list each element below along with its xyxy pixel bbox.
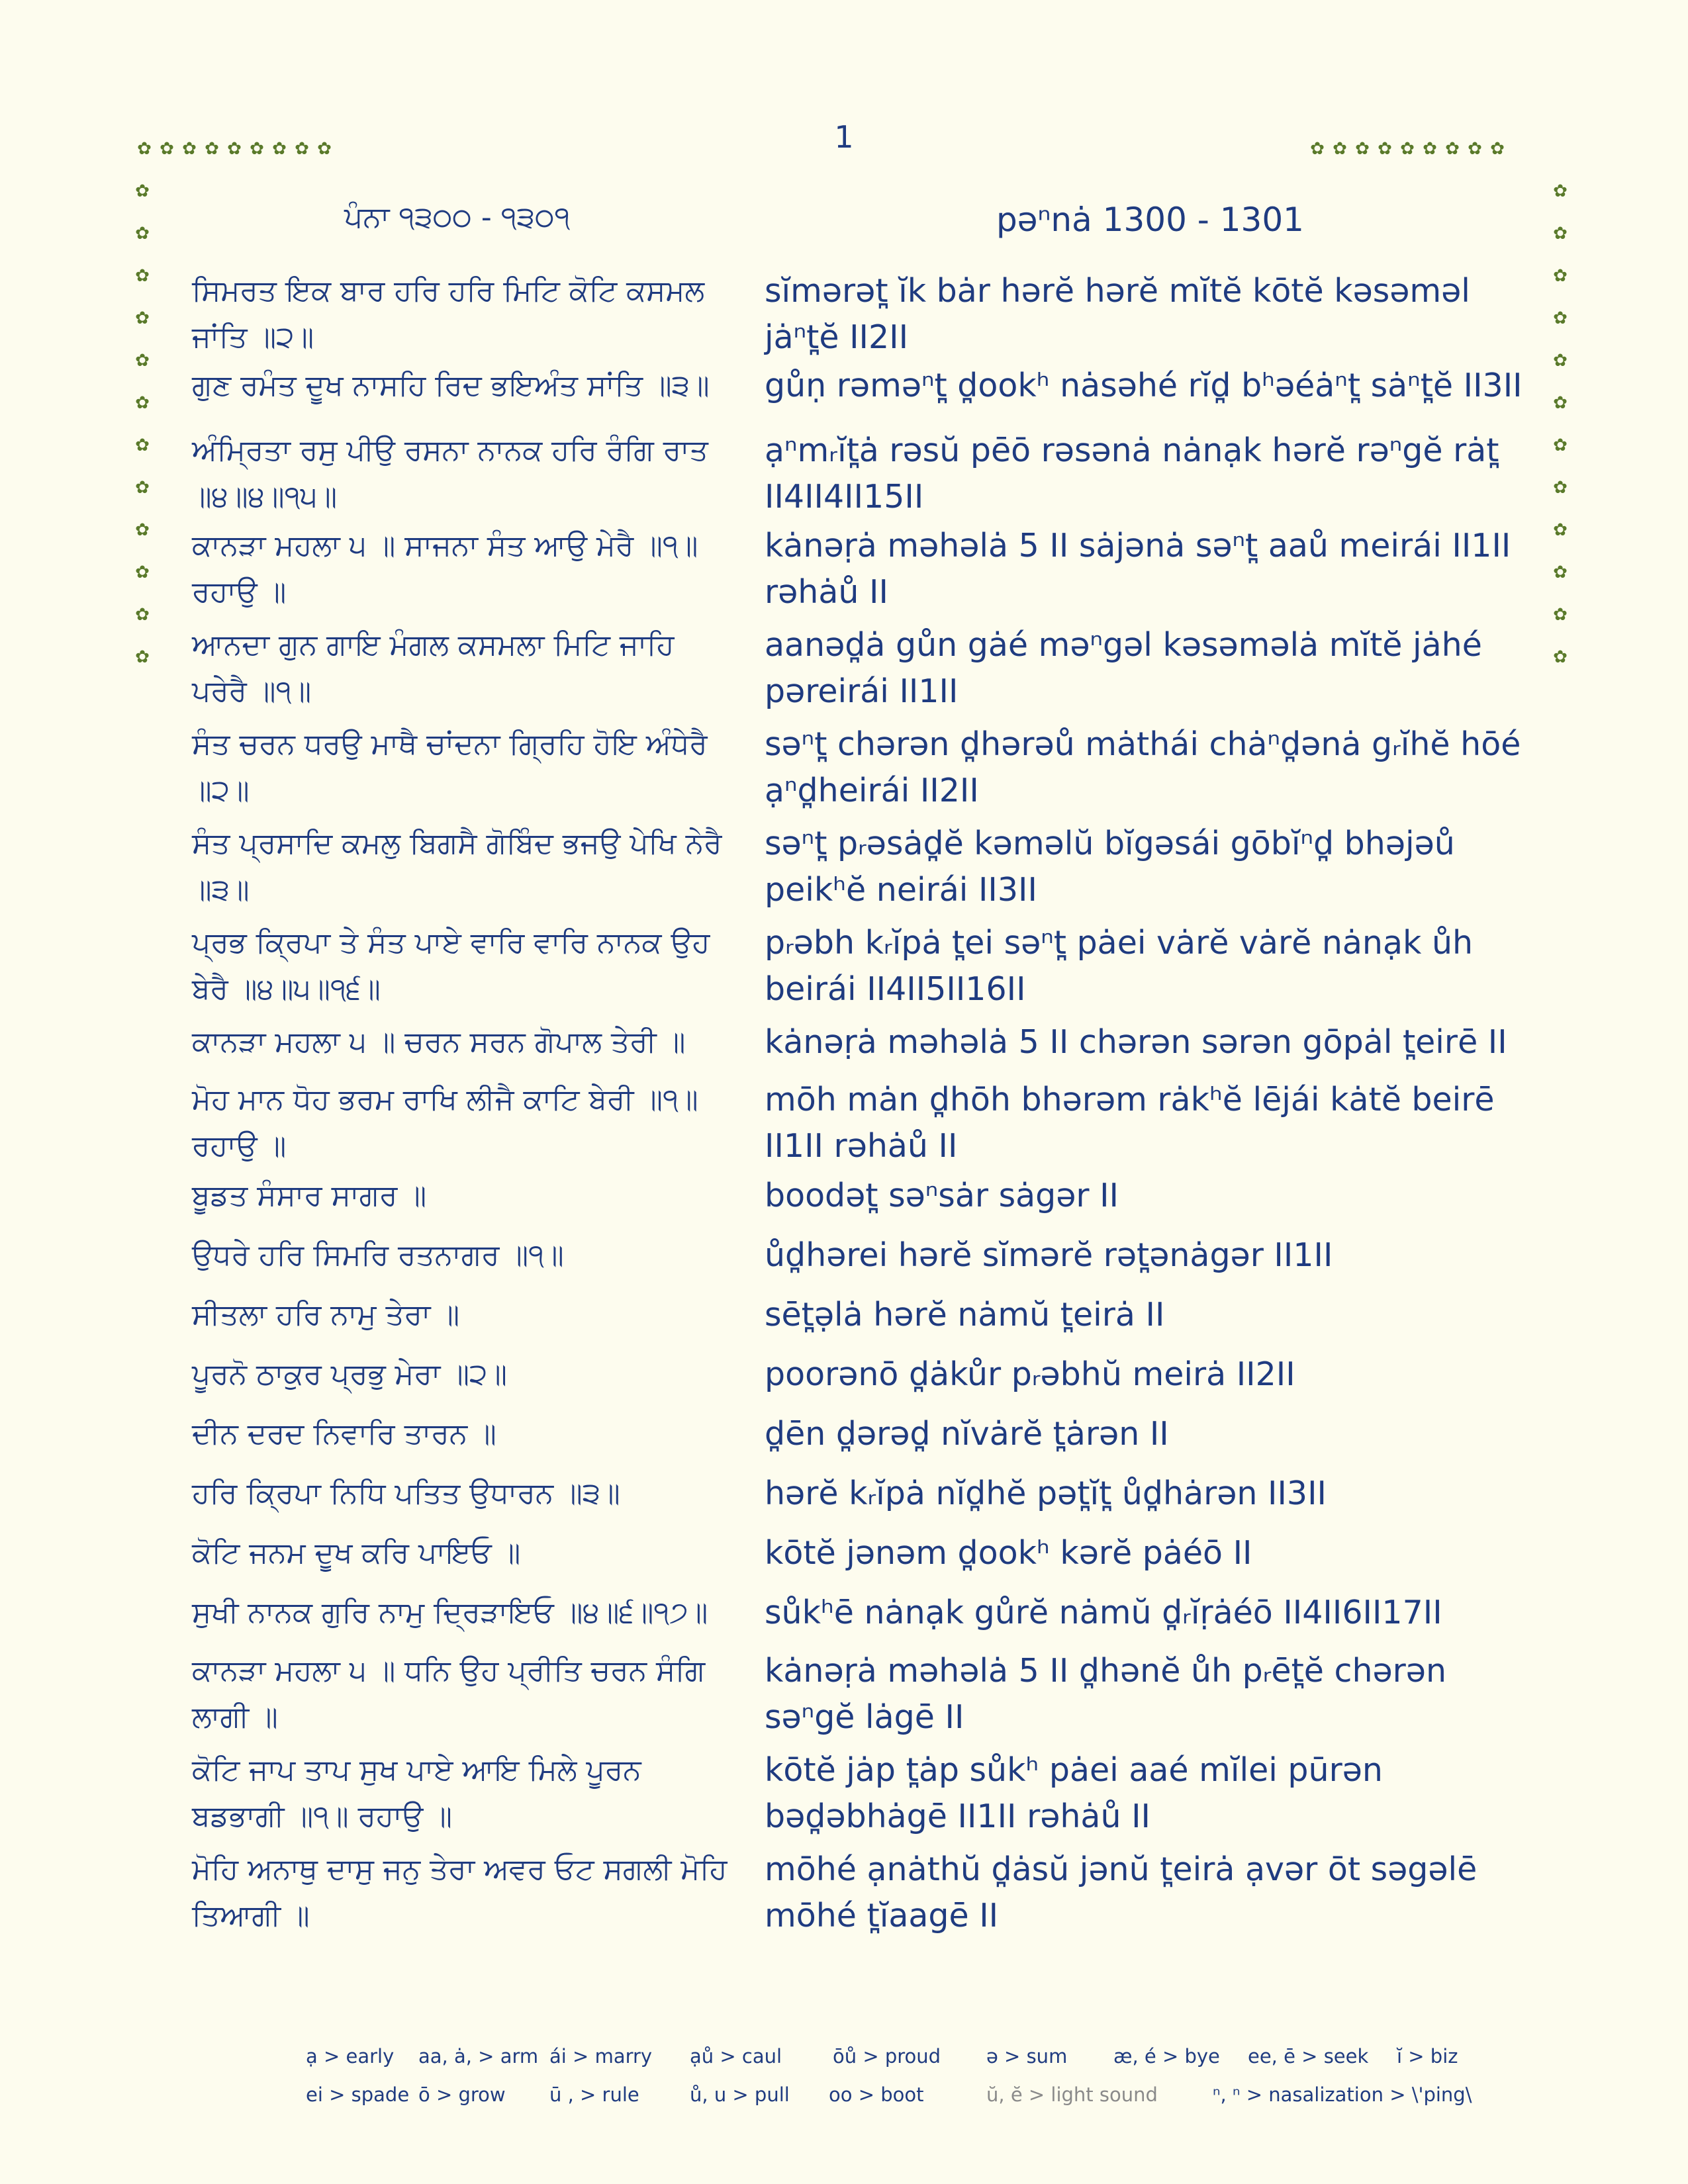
legend-item: ạ > early bbox=[306, 2045, 395, 2068]
transliteration-text: ůd̪hərei hərĕ sĭmərĕ rət̪ənȧgər II1II bbox=[765, 1236, 1333, 1274]
page-number: 1 bbox=[834, 119, 854, 155]
flower-icon: ✿ bbox=[250, 139, 264, 159]
transliteration-text: boodət̪ səⁿsȧr sȧgər II bbox=[765, 1177, 1119, 1214]
flower-icon: ✿ bbox=[1333, 139, 1347, 159]
legend-item: ạů > caul bbox=[690, 2045, 782, 2068]
flower-icon: ✿ bbox=[135, 266, 150, 286]
gurmukhi-text: ਉਧਰੇ ਹਰਿ ਸਿਮਰਿ ਰਤਨਾਗਰ ॥੧॥ bbox=[192, 1238, 564, 1272]
flower-icon: ✿ bbox=[1553, 478, 1568, 498]
flower-icon: ✿ bbox=[135, 435, 150, 455]
gurmukhi-text: ਸੰਤ ਪ੍ਰਸਾਦਿ ਕਮਲੁ ਬਿਗਸੈ ਗੋਬਿੰਦ ਭਜਉ ਪੇਖਿ ਨੇਰੈ ॥੩॥ bbox=[192, 827, 722, 907]
gurmukhi-text: ਪ੍ਰਭ ਕ੍ਰਿਪਾ ਤੇ ਸੰਤ ਪਾਏ ਵਾਰਿ ਵਾਰਿ ਨਾਨਕ ਉਹ ਬੇਰੈ ॥੪॥੫॥੧੬॥ bbox=[192, 926, 710, 1006]
transliteration-text: kōtĕ jȧp t̪ȧp sůkʰ pȧei aaé mĭlei pūrən bəd̪əbhȧgē II1II rəhȧů II bbox=[765, 1751, 1383, 1835]
gurmukhi-text: ਸਿਮਰਤ ਇਕ ਬਾਰ ਹਰਿ ਹਰਿ ਮਿਟਿ ਕੋਟਿ ਕਸਮਲ ਜਾਂਤਿ ॥੨॥ bbox=[192, 274, 705, 354]
transliteration-text: kȧnəṛȧ məhəlȧ 5 II chərən sərən gōpȧl t̪eirē II bbox=[765, 1023, 1507, 1061]
flower-icon: ✿ bbox=[1378, 139, 1392, 159]
legend-item: ái > marry bbox=[549, 2045, 653, 2068]
gurmukhi-text: ਬੂਡਤ ਸੰਸਾਰ ਸਾਗਰ ॥ bbox=[192, 1179, 427, 1212]
gurmukhi-text: ਕੋਟਿ ਜਾਪ ਤਾਪ ਸੁਖ ਪਾਏ ਆਇ ਮਿਲੇ ਪੂਰਨ ਬਡਭਾਗੀ ॥੧॥ ਰਹਾਉ ॥ bbox=[192, 1753, 641, 1833]
flower-icon: ✿ bbox=[1553, 605, 1568, 625]
flower-icon: ✿ bbox=[135, 605, 150, 625]
gurmukhi-text: ਹਰਿ ਕ੍ਰਿਪਾ ਨਿਧਿ ਪਤਿਤ ਉਧਾਰਨ ॥੩॥ bbox=[192, 1477, 620, 1510]
flower-icon: ✿ bbox=[1445, 139, 1460, 159]
transliteration-text: d̪ēn d̪ərəd̪ nĭvȧrĕ t̪ȧrən II bbox=[765, 1415, 1169, 1453]
transliteration-text: kȧnəṛȧ məhəlȧ 5 II sȧjənȧ səⁿt̪ aaů meirái II1II rəhȧů II bbox=[765, 527, 1511, 611]
legend-item: aa, ȧ, > arm bbox=[418, 2045, 539, 2068]
transliteration-text: sĭmərət̪ ĭk bȧr hərĕ hərĕ mĭtĕ kōtĕ kəsəməl jȧⁿt̪ĕ II2II bbox=[765, 272, 1470, 356]
gurmukhi-text: ਕਾਨੜਾ ਮਹਲਾ ੫ ॥ ਧਨਿ ਉਹ ਪ੍ਰੀਤਿ ਚਰਨ ਸੰਗਿ ਲਾਗੀ ॥ bbox=[192, 1654, 706, 1734]
flower-icon: ✿ bbox=[272, 139, 287, 159]
flower-icon: ✿ bbox=[295, 139, 309, 159]
gurmukhi-text: ਸੀਤਲਾ ਹਰਿ ਨਾਮੁ ਤੇਰਾ ॥ bbox=[192, 1298, 460, 1332]
flower-icon: ✿ bbox=[135, 351, 150, 371]
flower-icon: ✿ bbox=[135, 520, 150, 540]
flower-icon: ✿ bbox=[1553, 563, 1568, 582]
flower-icon: ✿ bbox=[1355, 139, 1370, 159]
legend-item: ů, u > pull bbox=[690, 2083, 790, 2106]
legend-item: ee, ē > seek bbox=[1248, 2045, 1369, 2068]
page-heading-transliteration: pəⁿnȧ 1300 - 1301 bbox=[996, 201, 1304, 239]
gurmukhi-text: ਮੋਹ ਮਾਨ ਧੋਹ ਭਰਮ ਰਾਖਿ ਲੀਜੈ ਕਾਟਿ ਬੇਰੀ ॥੧॥ ਰਹਾਉ ॥ bbox=[192, 1083, 698, 1163]
flower-icon: ✿ bbox=[1553, 520, 1568, 540]
flower-icon: ✿ bbox=[1553, 647, 1568, 667]
page-heading-gurmukhi: ਪੰਨਾ ੧੩੦੦ - ੧੩੦੧ bbox=[344, 201, 571, 234]
legend-item: æ, é > bye bbox=[1113, 2045, 1220, 2068]
flower-icon: ✿ bbox=[1553, 435, 1568, 455]
legend-item: ə > sum bbox=[986, 2045, 1068, 2068]
legend-item: ū , > rule bbox=[549, 2083, 639, 2106]
transliteration-text: səⁿt̪ pᵣəsȧd̪ĕ kəməlŭ bĭgəsái gōbĭⁿd̪ bhəjəů peikʰĕ neirái II3II bbox=[765, 825, 1455, 909]
flower-icon: ✿ bbox=[135, 224, 150, 244]
flower-icon: ✿ bbox=[1553, 351, 1568, 371]
flower-icon: ✿ bbox=[227, 139, 242, 159]
flower-icon: ✿ bbox=[135, 478, 150, 498]
transliteration-text: poorənō d̪ȧkůr pᵣəbhŭ meirȧ II2II bbox=[765, 1355, 1295, 1393]
gurmukhi-text: ਸੁਖੀ ਨਾਨਕ ਗੁਰਿ ਨਾਮੁ ਦ੍ਰਿੜਾਇਓ ॥੪॥੬॥੧੭॥ bbox=[192, 1596, 708, 1629]
gurmukhi-text: ਸੰਤ ਚਰਨ ਧਰਉ ਮਾਥੈ ਚਾਂਦਨਾ ਗ੍ਰਿਹਿ ਹੋਇ ਅੰਧੇਰੈ ॥੨॥ bbox=[192, 727, 708, 807]
transliteration-text: səⁿt̪ chərən d̪hərəů mȧthái chȧⁿd̪ənȧ gᵣĭhĕ hōé ạⁿd̪heirái II2II bbox=[765, 725, 1521, 809]
gurmukhi-text: ਕਾਨੜਾ ਮਹਲਾ ੫ ॥ ਚਰਨ ਸਰਨ ਗੋਪਾਲ ਤੇਰੀ ॥ bbox=[192, 1025, 686, 1059]
flower-icon: ✿ bbox=[1553, 393, 1568, 413]
transliteration-text: mōhé ạnȧthŭ d̪ȧsŭ jənŭ t̪eirȧ ạvər ōt səgəlē mōhé t̪ĭaagē II bbox=[765, 1850, 1477, 1934]
gurmukhi-text: ਕਾਨੜਾ ਮਹਲਾ ੫ ॥ ਸਾਜਨਾ ਸੰਤ ਆਉ ਮੇਰੈ ॥੧॥ ਰਹਾਉ ॥ bbox=[192, 529, 698, 609]
legend-item: ⁿ, ⁿ > nasalization > \'ping\ bbox=[1213, 2083, 1472, 2106]
flower-icon: ✿ bbox=[1553, 224, 1568, 244]
transliteration-text: gůṇ rəməⁿt̪ d̪ookʰ nȧsəhé rĭd̪ bʰəéȧⁿt̪ sȧⁿt̪ĕ II3II bbox=[765, 367, 1523, 404]
transliteration-text: sēt̪ə̣lȧ hərĕ nȧmŭ t̪eirȧ II bbox=[765, 1296, 1165, 1334]
flower-icon: ✿ bbox=[1310, 139, 1325, 159]
flower-icon: ✿ bbox=[1400, 139, 1415, 159]
flower-icon: ✿ bbox=[317, 139, 332, 159]
flower-icon: ✿ bbox=[135, 563, 150, 582]
flower-icon: ✿ bbox=[1553, 308, 1568, 328]
transliteration-text: kȧnəṛȧ məhəlȧ 5 II d̪hənĕ ůh pᵣēt̪ĕ chərən səⁿgĕ lȧgē II bbox=[765, 1652, 1447, 1736]
gurmukhi-text: ਕੋਟਿ ਜਨਮ ਦੂਖ ਕਰਿ ਪਾਇਓ ॥ bbox=[192, 1536, 521, 1570]
transliteration-text: pᵣəbh kᵣĭpȧ t̪ei səⁿt̪ pȧei vȧrĕ vȧrĕ nȧnạk ůh beirái II4II5II16II bbox=[765, 924, 1474, 1008]
transliteration-text: sůkʰē nȧnạk gůrĕ nȧmŭ d̪ᵣĭṛȧéō II4II6II17II bbox=[765, 1594, 1442, 1631]
flower-icon: ✿ bbox=[135, 647, 150, 667]
flower-icon: ✿ bbox=[1468, 139, 1482, 159]
transliteration-text: aanəd̪ȧ gůn gȧé məⁿgəl kəsəməlȧ mĭtĕ jȧhé pəreirái II1II bbox=[765, 626, 1482, 710]
gurmukhi-text: ਦੀਨ ਦਰਦ ਨਿਵਾਰਿ ਤਾਰਨ ॥ bbox=[192, 1417, 496, 1451]
flower-icon: ✿ bbox=[135, 308, 150, 328]
legend-item: ŭ, ĕ > light sound bbox=[986, 2083, 1158, 2106]
transliteration-text: hərĕ kᵣĭpȧ nĭd̪hĕ pət̪ĭt̪ ůd̪hȧrən II3II bbox=[765, 1475, 1327, 1512]
flower-icon: ✿ bbox=[137, 139, 152, 159]
flower-icon: ✿ bbox=[182, 139, 197, 159]
flower-icon: ✿ bbox=[160, 139, 174, 159]
legend-item: ĭ > biz bbox=[1397, 2045, 1458, 2068]
flower-icon: ✿ bbox=[135, 393, 150, 413]
flower-icon: ✿ bbox=[1490, 139, 1505, 159]
gurmukhi-text: ਆਨਦਾ ਗੁਨ ਗਾਇ ਮੰਗਲ ਕਸਮਲਾ ਮਿਟਿ ਜਾਹਿ ਪਰੇਰੈ ॥੧॥ bbox=[192, 628, 675, 708]
transliteration-text: kōtĕ jənəm d̪ookʰ kərĕ pȧéō II bbox=[765, 1534, 1252, 1572]
flower-icon: ✿ bbox=[1553, 181, 1568, 201]
flower-icon: ✿ bbox=[135, 181, 150, 201]
gurmukhi-text: ਗੁਣ ਰਮੰਤ ਦੂਖ ਨਾਸਹਿ ਰਿਦ ਭਇਅੰਤ ਸਾਂਤਿ ॥੩॥ bbox=[192, 369, 710, 402]
flower-icon: ✿ bbox=[1423, 139, 1437, 159]
legend-item: oo > boot bbox=[829, 2083, 924, 2106]
transliteration-text: ạⁿmᵣĭt̪ȧ rəsŭ pēō rəsənȧ nȧnạk hərĕ rəⁿgĕ rȧt̪ II4II4II15II bbox=[765, 432, 1499, 516]
flower-icon: ✿ bbox=[205, 139, 219, 159]
transliteration-text: mōh mȧn d̪hōh bhərəm rȧkʰĕ lējái kȧtĕ beirē II1II rəhȧů II bbox=[765, 1081, 1495, 1165]
legend-item: ei > spade bbox=[306, 2083, 410, 2106]
legend-item: ōů > proud bbox=[833, 2045, 941, 2068]
flower-icon: ✿ bbox=[1553, 266, 1568, 286]
gurmukhi-text: ਅੰਮ੍ਰਿਤਾ ਰਸੁ ਪੀਉ ਰਸਨਾ ਨਾਨਕ ਹਰਿ ਰੰਗਿ ਰਾਤ ॥੪॥੪॥੧੫॥ bbox=[192, 433, 708, 514]
gurmukhi-text: ਪੂਰਨੋ ਠਾਕੁਰ ਪ੍ਰਭੁ ਮੇਰਾ ॥੨॥ bbox=[192, 1357, 508, 1391]
gurmukhi-text: ਮੋਹਿ ਅਨਾਥੁ ਦਾਸੁ ਜਨੁ ਤੇਰਾ ਅਵਰ ਓਟ ਸਗਲੀ ਮੋਹਿ ਤਿਆਗੀ ॥ bbox=[192, 1852, 727, 1933]
legend-item: ō > grow bbox=[418, 2083, 506, 2106]
